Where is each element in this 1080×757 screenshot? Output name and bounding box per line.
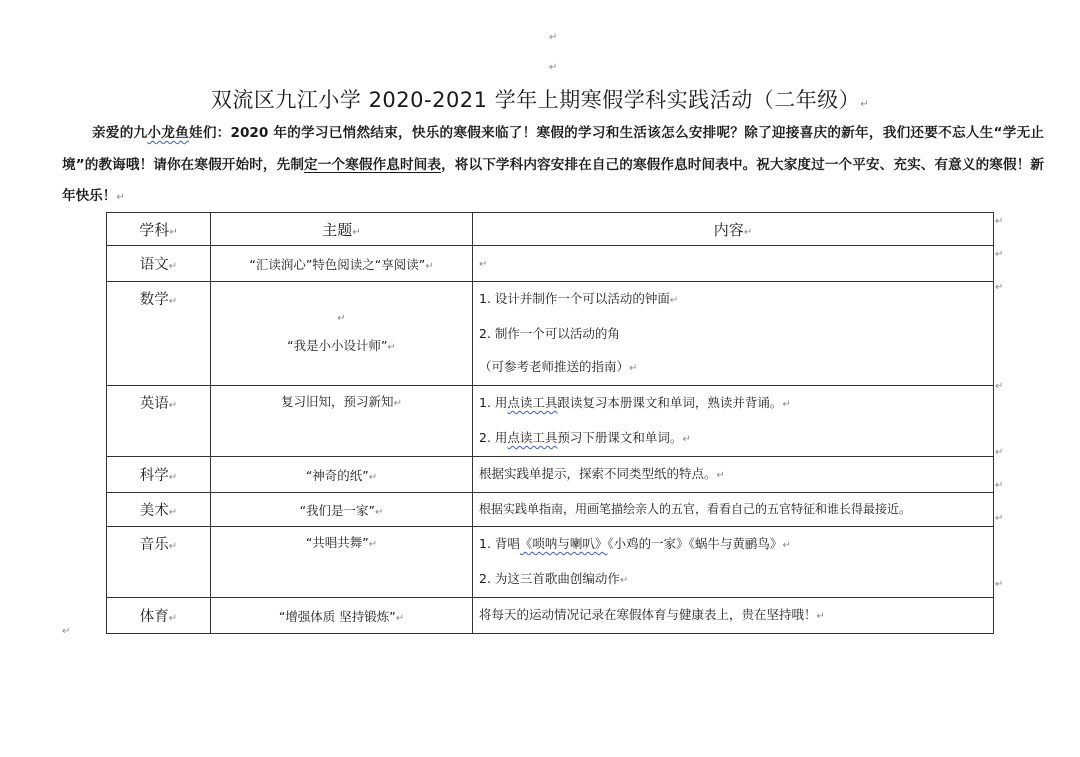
- content-cell: 根据实践单指南，用画笔描绘亲人的五官，看看自己的五官特征和谁长得最接近。: [473, 493, 994, 527]
- content-cell: 将每天的运动情况记录在寒假体育与健康表上，贵在坚持哦！↵: [473, 598, 994, 634]
- theme-cell: “神奇的纸”↵: [211, 457, 473, 493]
- page-title: [0, 84, 1080, 114]
- theme-cell: ↵ “我是小小设计师”↵: [211, 282, 473, 386]
- row-end-mark: ↵: [995, 216, 1004, 227]
- intro-text: 亲爱的九: [92, 125, 148, 141]
- row-end-mark: ↵: [995, 513, 1004, 524]
- table-row: [107, 457, 994, 493]
- subject-cell: 美术↵: [107, 493, 211, 527]
- table-row: [107, 493, 994, 527]
- row-end-mark: ↵: [995, 282, 1004, 293]
- paragraph-mark: ↵: [62, 626, 71, 637]
- row-end-mark: ↵: [995, 249, 1004, 260]
- subject-cell: 英语↵: [107, 386, 211, 457]
- row-end-mark: ↵: [995, 447, 1004, 458]
- header-theme: 主题↵: [211, 213, 473, 246]
- subject-cell: 语文↵: [107, 246, 211, 282]
- intro-text: 娃们：2020 年的学习已悄然结束，快乐的寒假来临了！寒假的学习和生活该怎么安排呢？除了迎接喜庆的新年，我们还要不忘人生“学无止境”的教诲哦！请你在寒假开始时，先制: [62, 125, 1045, 173]
- row-end-mark: ↵: [995, 480, 1004, 491]
- row-end-mark: ↵: [995, 381, 1004, 392]
- intro-underlined-text: 定一个寒假作息时间表: [304, 156, 442, 173]
- content-cell: 1. 背唱《唢呐与喇叭》《小鸡的一家》《蜗牛与黄鹂鸟》↵ 2. 为这三首歌曲创编动作↵: [473, 527, 994, 598]
- subject-cell: 数学↵: [107, 282, 211, 386]
- table-header-row: [107, 213, 994, 246]
- content-cell: 1. 用点读工具跟读复习本册课文和单词，熟读并背诵。↵ 2. 用点读工具预习下册课文和单词。↵: [473, 386, 994, 457]
- intro-text: ，将以下学科内容安排在自己的寒假作息时间表中。祝大家度过一个平安、充实、有意义的寒假！新年快乐！: [62, 156, 1045, 204]
- content-cell: 1. 设计并制作一个可以活动的钟面↵ 2. 制作一个可以活动的角 （可参考老师推送的指南）↵: [473, 282, 994, 386]
- table-row: [107, 282, 994, 386]
- paragraph-mark: ↵: [337, 313, 346, 324]
- subject-cell: 体育↵: [107, 598, 211, 634]
- header-subject: 学科↵: [107, 213, 211, 246]
- paragraph-mark: ↵: [549, 32, 558, 43]
- row-end-mark: ↵: [995, 579, 1004, 590]
- intro-paragraph: [62, 118, 1044, 214]
- content-cell: 根据实践单提示，探索不同类型纸的特点。↵: [473, 457, 994, 493]
- intro-spellcheck-word: 小龙鱼: [147, 125, 189, 141]
- paragraph-mark: ↵: [116, 192, 125, 203]
- paragraph-mark: ↵: [549, 62, 558, 73]
- spellcheck-word: 点读工具: [507, 395, 558, 410]
- activity-table: [106, 212, 994, 634]
- paragraph-mark: ↵: [860, 99, 870, 110]
- spellcheck-word: 点读工具: [507, 430, 558, 445]
- theme-cell: “我们是一家”↵: [211, 493, 473, 527]
- theme-cell: “共唱共舞”↵: [211, 527, 473, 598]
- title-text: 双流区九江小学 2020-2021 学年上期寒假学科实践活动（二年级）: [210, 88, 861, 112]
- content-cell: ↵: [473, 246, 994, 282]
- theme-cell: 复习旧知，预习新知↵: [211, 386, 473, 457]
- table-row: [107, 386, 994, 457]
- subject-cell: 音乐↵: [107, 527, 211, 598]
- table-row: [107, 598, 994, 634]
- table-row: [107, 527, 994, 598]
- header-content: 内容↵: [473, 213, 994, 246]
- spellcheck-word: 《唢呐与喇叭》: [519, 536, 608, 551]
- theme-cell: “增强体质 坚持锻炼”↵: [211, 598, 473, 634]
- table-row: [107, 246, 994, 282]
- theme-cell: “汇读润心”特色阅读之“享阅读”↵: [211, 246, 473, 282]
- subject-cell: 科学↵: [107, 457, 211, 493]
